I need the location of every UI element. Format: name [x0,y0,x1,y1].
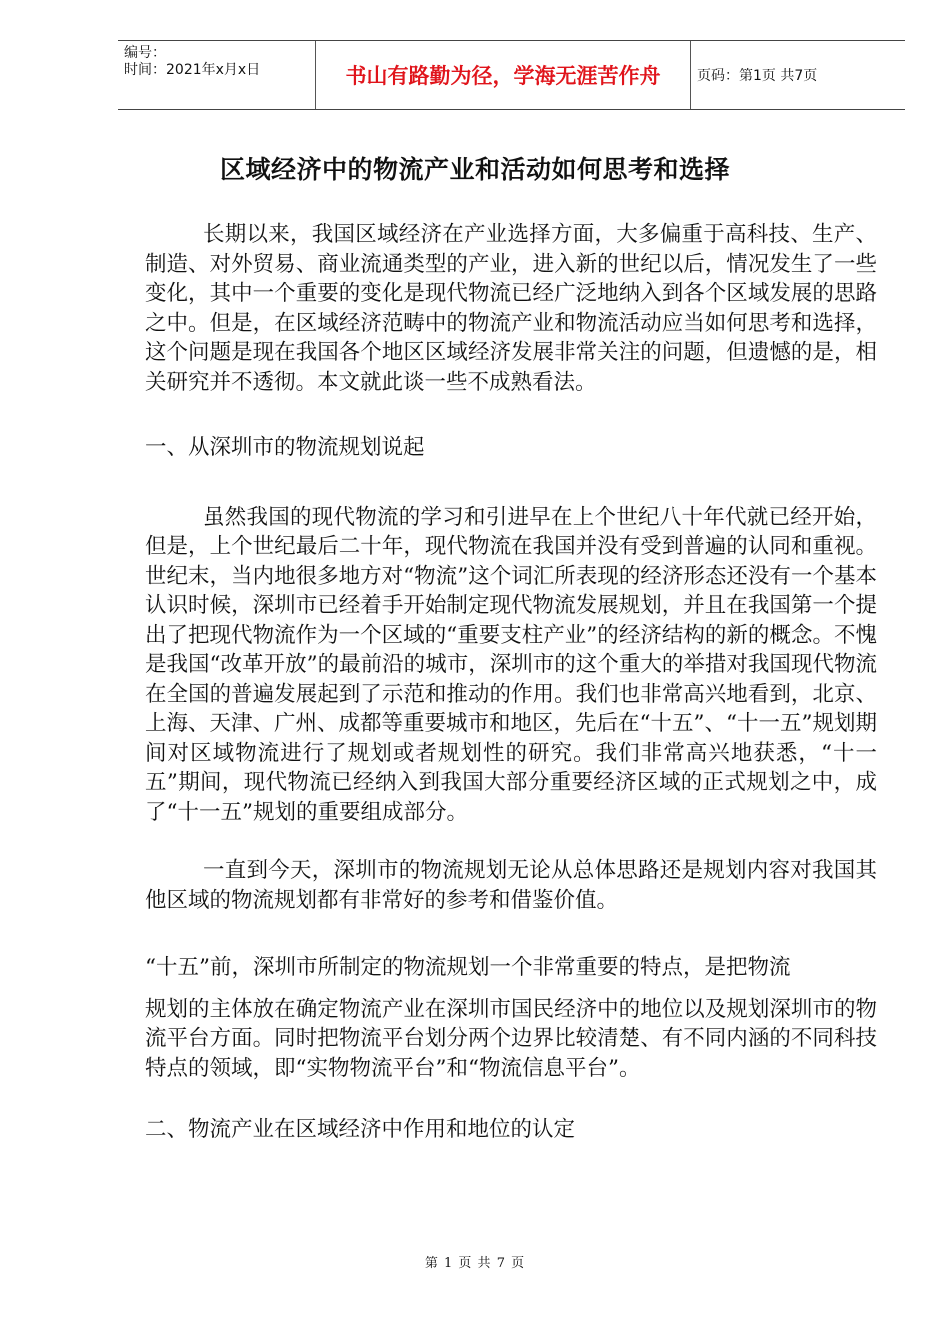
header-meta [118,41,315,109]
document-body [145,220,877,1145]
document-title: 区域经济中的物流产业和活动如何思考和选择 [219,155,730,184]
paragraph-shenzhen-planning: 虽然我国的现代物流的学习和引进早在上个世纪八十年代就已经开始，但是，上个世纪最后二十年，现代物流在我国并没有受到普遍的认同和重视。世纪末，当内地很多地方对“物流”这个词汇所表现的经济形态还没有一个基本认识时候，深圳市已经着手开始制定现代物流发展规划，并且在我国第一个提出了把现代物流作为一个区域的“重要支柱产业”的经济结构的新的概念。不愧是我国“改革开放”的最前沿的城市，深圳市的这个重大的举措对我国现代物流在全国的普遍发展起到了示范和推动的作用。我们也非常高兴地看到，北京、上海、天津、广州、成都等重要城市和地区，先后在“十五”、“十一五”规划期间对区域物流进行了规划或者规划性的研究。我们非常高兴地获悉，“十一五”期间，现代物流已经纳入到我国大部分重要经济区域的正式规划之中，成了“十一五”规划的重要组成部分。 [145,504,877,825]
header-page-info: 页码：第1页 共7页 [697,68,818,84]
header-page-info-cell [689,41,905,109]
header-motto: 书山有路勤为径，学海无涯苦作舟 [345,64,661,88]
section-heading-1: 一、从深圳市的物流规划说起 [145,435,425,460]
paragraph-features-line1: “十五”前，深圳市所制定的物流规划一个非常重要的特点，是把物流 [145,955,791,980]
page-footer: 第 1 页 共 7 页 [424,1256,526,1271]
paragraph-features-rest: 规划的主体放在确定物流产业在深圳市国民经济中的地位以及规划深圳市的物流平台方面。同时把物流平台划分两个边界比较清楚、有不同内涵的不同科技特点的领域，即“实物物流平台”和“物流信息平台”。 [145,996,877,1081]
number-label: 编号： [124,45,166,61]
header-motto-cell [315,41,691,109]
section-heading-2: 二、物流产业在区域经济中作用和地位的认定 [145,1117,576,1142]
page-header [118,40,905,110]
paragraph-reference-value: 一直到今天，深圳市的物流规划无论从总体思路还是规划内容对我国其他区域的物流规划都有非常好的参考和借鉴价值。 [145,858,877,913]
time-label: 时间：2021年x月x日 [124,62,261,78]
paragraph-intro: 长期以来，我国区域经济在产业选择方面，大多偏重于高科技、生产、制造、对外贸易、商业流通类型的产业，进入新的世纪以后，情况发生了一些变化，其中一个重要的变化是现代物流已经广泛地纳入到各个区域发展的思路之中。但是，在区域经济范畴中的物流产业和物流活动应当如何思考和选择，这个问题是现在我国各个地区区域经济发展非常关注的问题，但遗憾的是，相关研究并不透彻。本文就此谈一些不成熟看法。 [145,222,877,395]
